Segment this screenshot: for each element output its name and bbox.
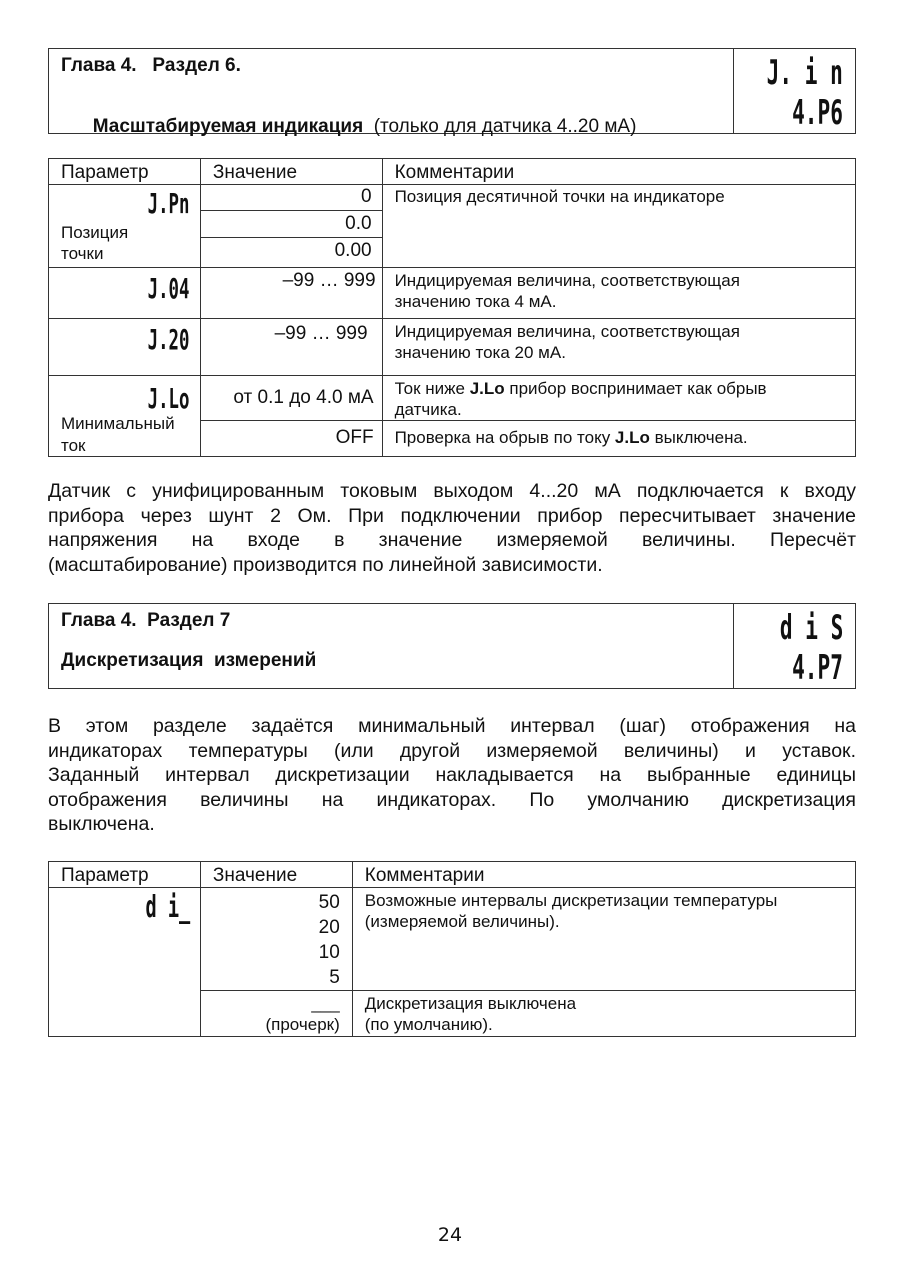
section-title-bold: Масштабируемая индикация xyxy=(92,116,364,137)
param-j20-code: J.20 xyxy=(148,323,190,356)
comment-di-list: Возможные интервалы дискретизации температуры (измеряемой величины). xyxy=(352,888,855,991)
value-di-50: 50 xyxy=(318,892,340,913)
section-title-7: Дискретизация измерений xyxy=(61,650,317,671)
code-top-7: d i S xyxy=(779,608,843,648)
comment-jlo-off: Проверка на обрыв по току J.Lo выключена. xyxy=(382,421,855,457)
header-parameter: Параметр xyxy=(49,159,201,185)
value-pn-2: 0.00 xyxy=(334,240,372,261)
chapter-label-7: Глава 4. Раздел 7 xyxy=(61,610,231,631)
comment-j04: Индицируемая величина, соответствующая значению тока 4 мА. xyxy=(382,268,855,319)
param-di xyxy=(49,888,201,1037)
param-pn xyxy=(49,185,201,268)
comment-jlo-range: Ток ниже J.Lo прибор воспринимает как обрыв датчика. xyxy=(382,376,855,421)
code-top: J. i n xyxy=(766,53,843,93)
value-di-10: 10 xyxy=(318,942,340,963)
value-di-off xyxy=(200,991,352,1037)
page-number: 24 xyxy=(437,1224,463,1246)
value-pn-0: 0 xyxy=(361,186,372,207)
value-j04: –99 … 999 xyxy=(200,268,382,319)
section-7-title-block xyxy=(49,604,735,688)
chapter-label: Глава 4. Раздел 6. xyxy=(61,55,241,76)
comment-j20: Индицируемая величина, соответствующая значению тока 20 мА. xyxy=(382,319,855,376)
code-bottom-7: 4.P7 xyxy=(792,648,843,688)
section-title-rest: (только для датчика 4..20 мА) xyxy=(373,116,637,137)
header-parameter-2: Параметр xyxy=(49,862,201,888)
section-code-block xyxy=(733,49,855,133)
param-pn-label-1: Позиция xyxy=(61,223,129,242)
value-jlo-range: от 0.1 до 4.0 мА xyxy=(200,376,382,421)
value-pn-1: 0.0 xyxy=(345,213,372,234)
header-value: Значение xyxy=(200,159,382,185)
section-7-header xyxy=(48,603,856,689)
comment-di-off: Дискретизация выключена (по умолчанию). xyxy=(352,991,855,1037)
section-7-code-block xyxy=(733,604,855,688)
comment-pn: Позиция десятичной точки на индикаторе xyxy=(382,185,855,268)
value-di-dash: ___ xyxy=(311,994,340,1013)
section-6-title-block xyxy=(49,49,735,137)
value-di-list xyxy=(200,888,352,991)
param-jlo-label-1: Минимальный xyxy=(61,414,175,433)
param-j04-code: J.04 xyxy=(148,272,190,305)
parameters-table-1 xyxy=(48,158,856,457)
paragraph-current-sensor: Датчик с унифицированным токовым выходом 4...20 мА подключается к входу прибора через шунт 2 Ом. При подключении прибор пересчитывает значение напряжения на входе в значение измеряемой величины. Пересчёт (масштабирование) производится по линейной зависимости. xyxy=(48,480,856,576)
param-jlo-code: J.Lo xyxy=(148,382,190,415)
value-di-20: 20 xyxy=(318,917,340,938)
header-value-2: Значение xyxy=(200,862,352,888)
header-comments-2: Комментарии xyxy=(352,862,855,888)
section-6-header xyxy=(48,48,856,137)
parameters-table-2 xyxy=(48,861,856,1037)
param-pn-label-2: точки xyxy=(61,244,104,263)
value-di-5: 5 xyxy=(329,967,340,988)
param-di-code: d i_ xyxy=(145,890,190,925)
param-jlo-label-2: ток xyxy=(61,436,86,455)
value-pn xyxy=(200,185,382,268)
code-bottom: 4.P6 xyxy=(792,93,843,133)
param-j20 xyxy=(49,319,201,376)
section-title xyxy=(61,94,636,160)
value-jlo-off: OFF xyxy=(200,421,382,457)
param-pn-code: J.Pn xyxy=(148,187,190,220)
param-jlo xyxy=(49,376,201,457)
value-di-dash-label: (прочерк) xyxy=(265,1015,340,1034)
value-j20: –99 … 999 xyxy=(200,319,382,376)
header-comments: Комментарии xyxy=(382,159,855,185)
param-j04 xyxy=(49,268,201,319)
paragraph-discretization: В этом разделе задаётся минимальный интервал (шаг) отображения на индикаторах температуры (или другой измеряемой величины) и уставок. Заданный интервал дискретизации накладывается на выбранные единицы отображения величины на индикаторах. По умолчанию дискретизация выключена. xyxy=(48,715,856,835)
